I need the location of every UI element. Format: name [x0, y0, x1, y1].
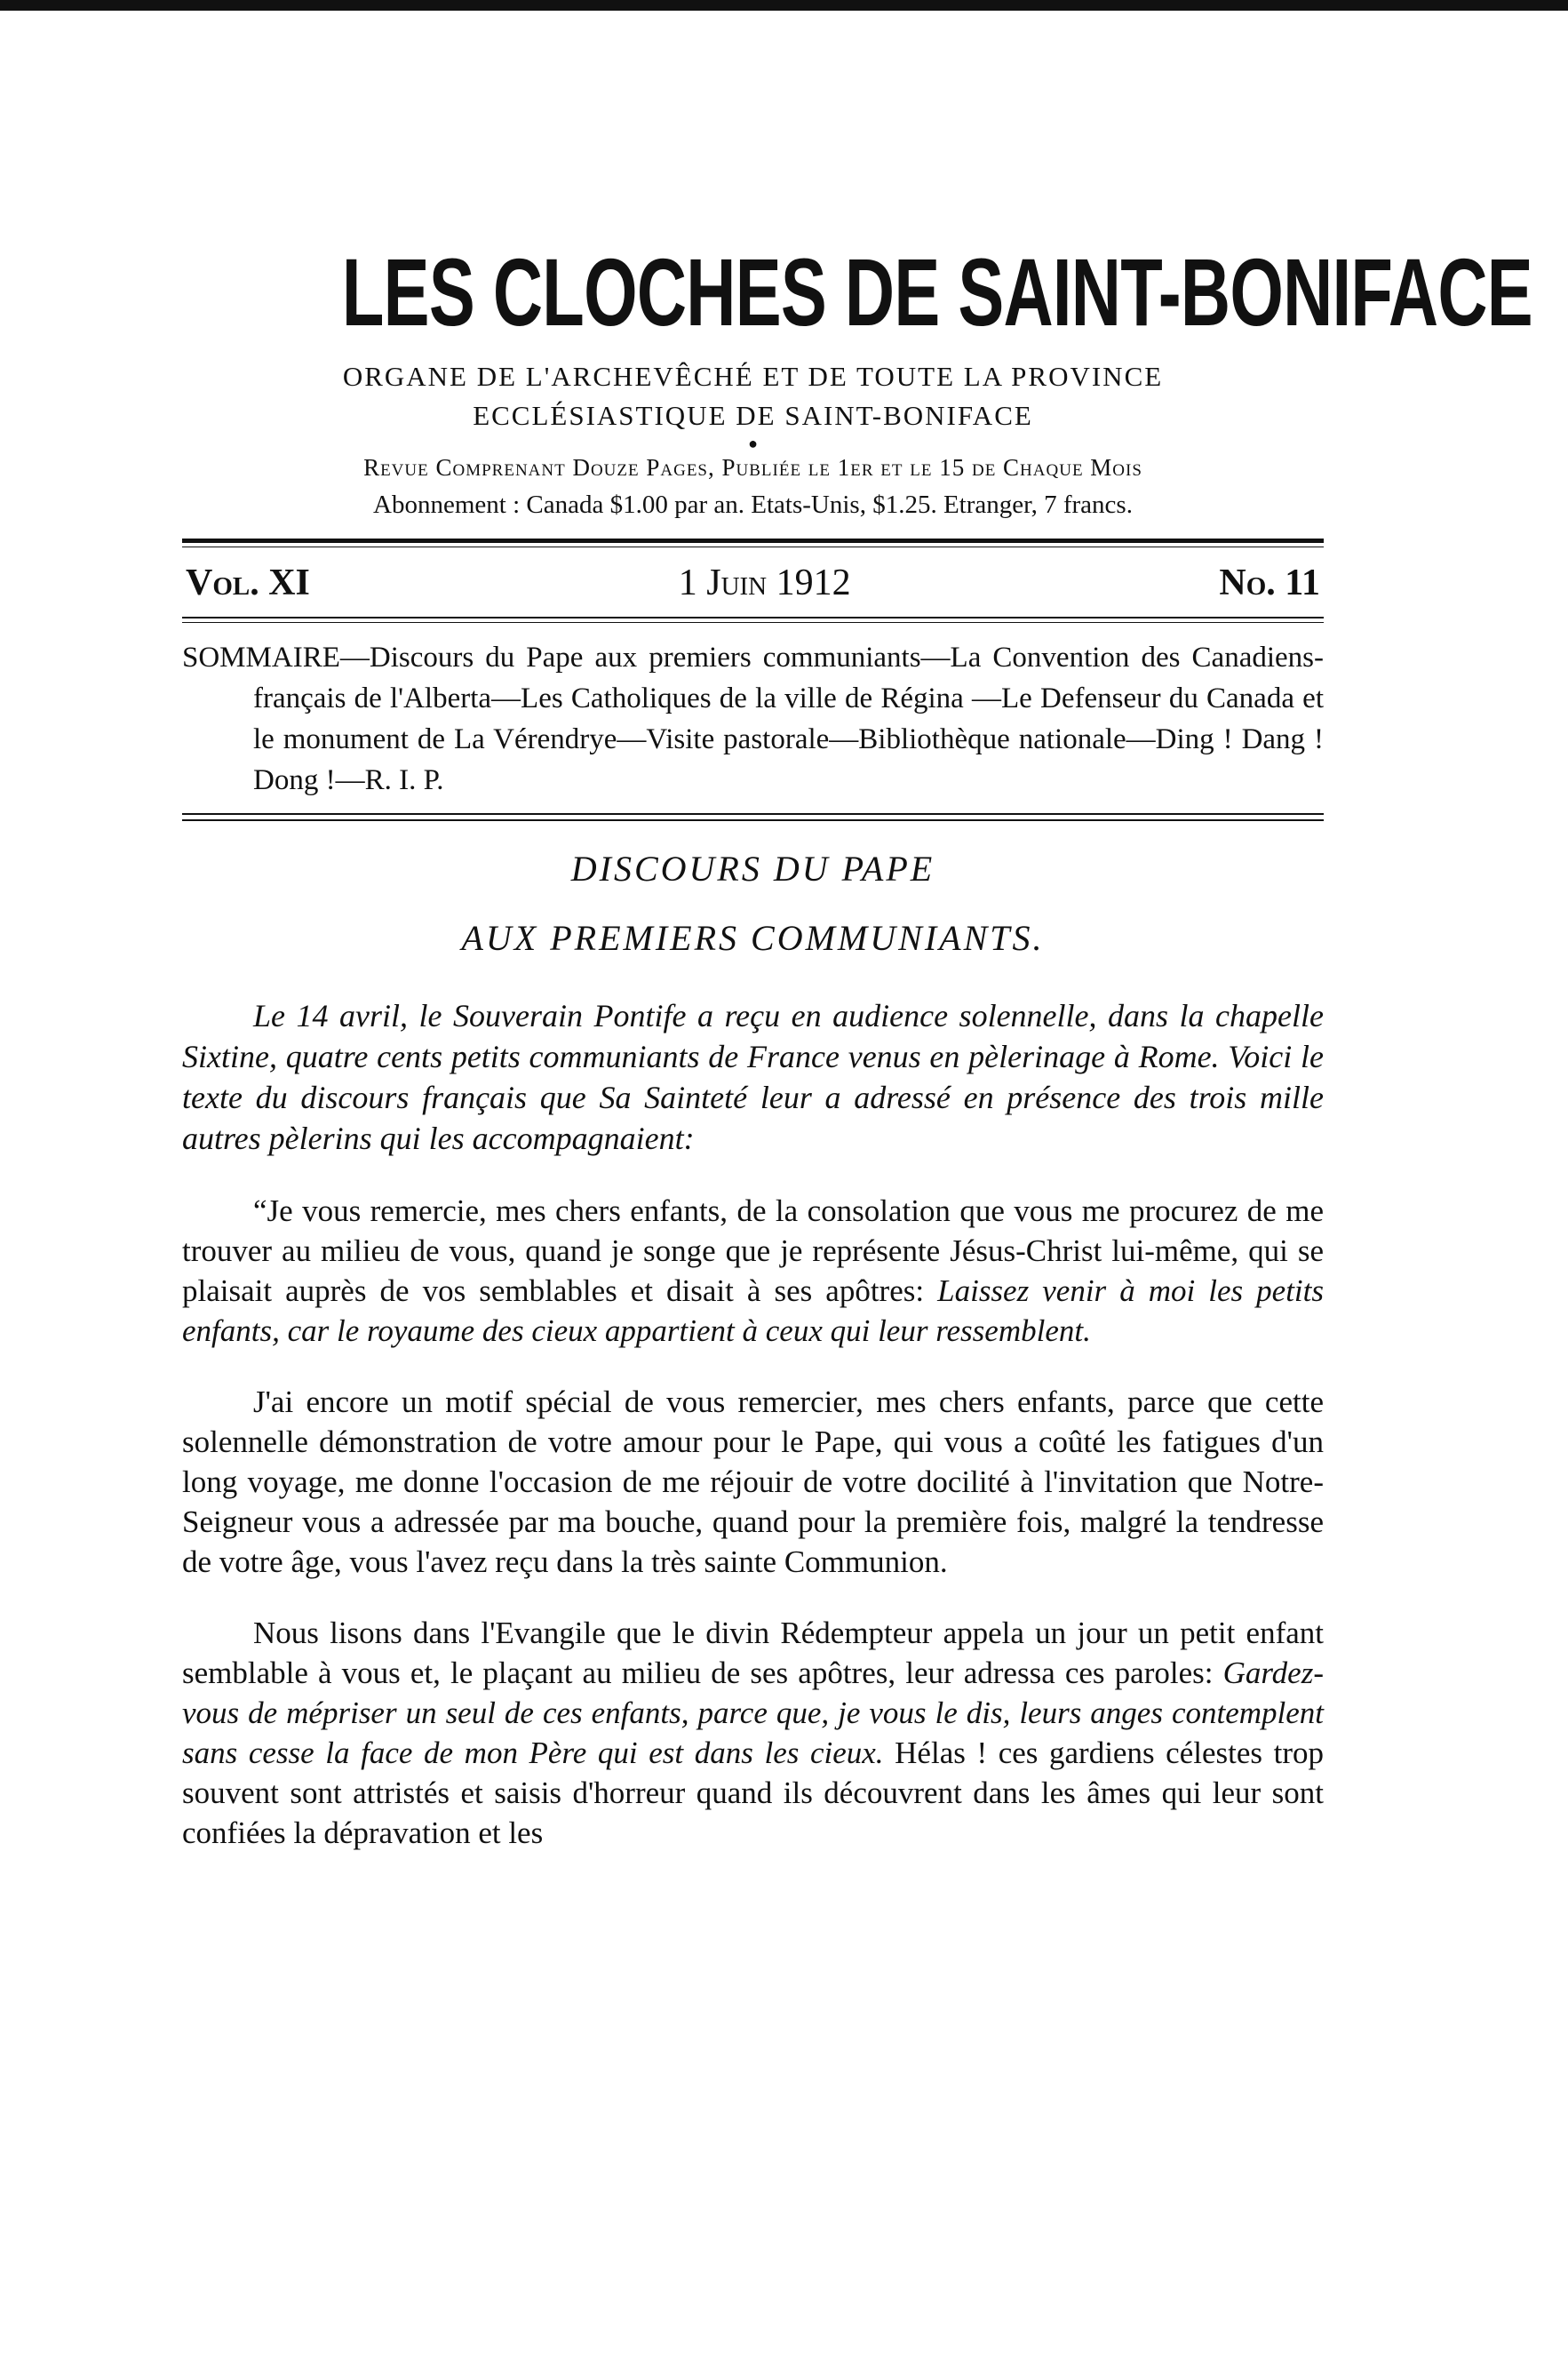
summary-block: SOMMAIRE—Discours du Pape aux premiers communiants—La Convention des Canadiens-français de l'Alberta—Les Catholiques de la ville de Régina —Le Defenseur du Canada et le monument de La Vérendrye—Visite pastorale—Bibliothèque nationale—Ding ! Dang ! Dong !—R. I. P. [182, 642, 1324, 796]
article-title: DISCOURS DU PAPE [570, 849, 935, 889]
article-subtitle: AUX PREMIERS COMMUNIANTS. [461, 918, 1045, 958]
organ-line-2: ECCLÉSIASTIQUE DE SAINT-BONIFACE [473, 400, 1033, 431]
article-paragraph-2: J'ai encore un motif spécial de vous remercier, mes chers enfants, parce que cette solennelle démonstration de votre amour pour le Pape, qui vous a coûté les fatigues d'un long voyage, me donne l'occasion de me réjouir de votre docilité à l'invitation que Notre-Seigneur vous a adressée par ma bouche, quand pour la première fois, malgré la tendresse de votre âge, vous l'avez reçu dans la très sainte Communion. [182, 1384, 1324, 1579]
issue-date: 1 Juin 1912 [678, 563, 851, 603]
article-paragraph-1 [182, 1191, 1324, 1351]
volume-label: Vol. XI [186, 563, 310, 603]
issue-number: No. 11 [1219, 563, 1320, 603]
revue-line: Revue Comprenant Douze Pages, Publiée le 1er et le 15 de Chaque Mois [363, 454, 1142, 481]
paragraph-1-text: “Je vous remercie, mes chers enfants, de la consolation que vous me procurez de me trouver au milieu de vous, quand je songe que je représente Jésus-Christ lui-même, qui se plaisait auprès de vos semblables et disait à ses apôtres: [182, 1193, 1324, 1308]
paragraph-1-quote: Laissez venir à moi les petits enfants, car le royaume des cieux appartient à ceux qui leur ressemblent. [182, 1273, 1324, 1348]
masthead-title: LES CLOCHES DE SAINT-BONIFACE [341, 238, 1532, 346]
paragraph-3-text: Nous lisons dans l'Evangile que le divin Rédempteur appela un jour un petit enfant semblable à vous et, le plaçant au milieu de ses apôtres, leur adressa ces paroles: [182, 1616, 1324, 1690]
summary-rule [182, 813, 1324, 821]
page [182, 238, 1532, 1884]
article-lead: Le 14 avril, le Souverain Pontife a reçu en audience solennelle, dans la chapelle Sixtine, quatre cents petits communiants de France venus en pèlerinage à Rome. Voici le texte du discours français que Sa Sainteté leur a adressé en présence des trois mille autres pèlerins qui les accompagnaient: [182, 998, 1324, 1156]
organ-line-1: ORGANE DE L'ARCHEVÊCHÉ ET DE TOUTE LA PROVINCE [342, 361, 1164, 392]
subscription-line: Abonnement : Canada $1.00 par an. Etats-Unis, $1.25. Etranger, 7 francs. [373, 491, 1133, 519]
paragraph-3-tail: Hélas ! ces gardiens célestes trop souvent sont attristés et saisis d'horreur quand ils découvrent dans les âmes qui leur sont confiées la dépravation et les [182, 1736, 1324, 1850]
ornament-dot-icon: ● [748, 435, 758, 452]
issue-info-row [182, 556, 1324, 610]
article-paragraph-3 [182, 1613, 1324, 1853]
top-border [0, 0, 1568, 11]
header-rule-thick [182, 539, 1324, 543]
issue-rule [182, 617, 1324, 623]
paragraph-3-quote: Gardez-vous de mépriser un seul de ces enfants, parce que, je vous le dis, leurs anges contemplent sans cesse la face de mon Père qui est dans les cieux. [182, 1656, 1324, 1770]
